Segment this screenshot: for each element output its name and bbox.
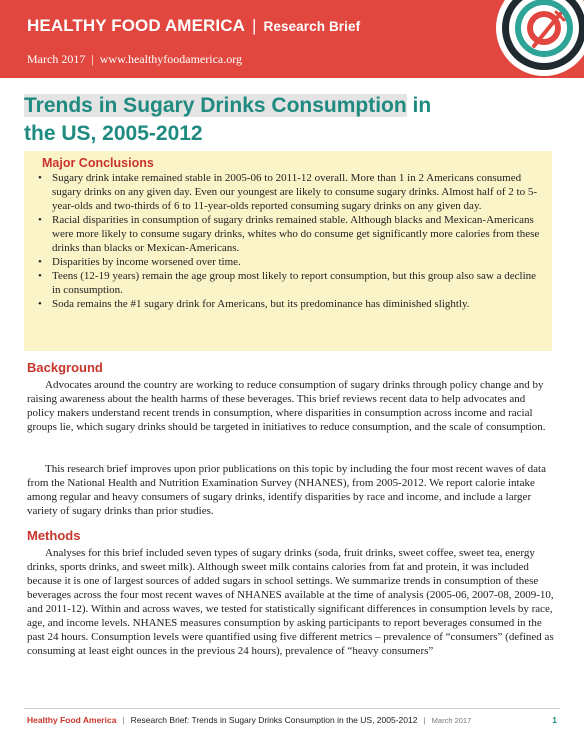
footer-divider-mark: | <box>122 715 125 725</box>
conclusion-item: • Disparities by income worsened over time. <box>34 255 540 269</box>
brand-divider: | <box>251 16 257 35</box>
conclusion-item: • Soda remains the #1 sugary drink for Americans, but its predominance has diminished slightly. <box>34 297 540 311</box>
target-fork-knife-icon <box>494 0 584 78</box>
brand-line <box>27 16 360 36</box>
footer-date: March 2017 <box>431 716 472 725</box>
footer-doc-title: Research Brief: Trends in Sugary Drinks Consumption in the US, 2005-2012 <box>130 715 418 725</box>
title-line-2: the US, 2005-2012 <box>24 122 203 145</box>
background-paragraph-1: Advocates around the country are working to reduce consumption of sugary drinks through policy change and by raising awareness about the health harms of these beverages. This brief reviews recent data to help advocates and policy makers understand recent trends in consumption, where disparities in consumption across income and racial groups lie, which sugary drinks should be targeted in initiatives to reduce consumption, and the scale of consumption. <box>27 379 546 433</box>
major-conclusions-box <box>24 151 552 351</box>
brand-name: HEALTHY FOOD AMERICA <box>27 16 245 35</box>
footer-divider-mark: | <box>423 715 426 725</box>
header-banner <box>0 0 584 78</box>
footer-brand: Healthy Food America <box>27 715 117 725</box>
title-highlight: Trends in Sugary Drinks Consumption <box>24 94 407 117</box>
conclusion-item: • Sugary drink intake remained stable in 2005-06 to 2011-12 overall. More than 1 in 2 Americans consumed sugary drinks on any given day. Even our youngest are likely to consume sugary drinks. Almost half of 2 to 5-year-olds and two-thirds of 6 to 11-year-olds reported consuming sugary drinks on any given day. <box>34 171 540 213</box>
page-title <box>24 92 544 148</box>
footer-divider <box>24 708 560 709</box>
methods-heading: Methods <box>27 528 81 543</box>
conclusions-heading: Major Conclusions <box>42 156 154 170</box>
brief-type: Research Brief <box>263 19 361 34</box>
background-heading: Background <box>27 360 103 375</box>
website-link[interactable]: www.healthyfoodamerica.org <box>99 52 243 66</box>
page-footer <box>27 715 557 725</box>
page-number: 1 <box>552 715 557 725</box>
background-paragraph-2: This research brief improves upon prior publications on this topic by including the four most recent waves of data from the National Health and Nutrition Examination Survey (NHANES), from 2005-2012. We report calorie intake among regular and heavy consumers of sugary drinks, identify disparities by race and income, and include a larger variety of sugary drinks than prior studies. <box>27 463 546 517</box>
publication-date: March 2017 <box>27 52 86 66</box>
date-website-line <box>27 52 242 67</box>
conclusion-item: • Racial disparities in consumption of sugary drinks remained stable. Although blacks and Mexican-Americans were more likely to consume sugary drinks, whites who do consume get significantly more calories from these drinks than blacks or Mexican-Americans. <box>34 213 540 255</box>
conclusions-list <box>34 171 540 311</box>
date-divider: | <box>91 52 94 66</box>
title-tail: in <box>406 94 432 117</box>
conclusion-item: • Teens (12-19 years) remain the age group most likely to report consumption, but this group also saw a decline in consumption. <box>34 269 540 297</box>
methods-paragraph-1: Analyses for this brief included seven types of sugary drinks (soda, fruit drinks, sweet coffee, sweet tea, energy drinks, sports drinks, and sweet milk). Although sweet milk contains calories from fat and protein, it was included because it is one of largest sources of added sugars in school settings. We summarize trends in consumption of these beverages across the four most recent waves of NHANES available at the time of analysis (2005-06, 2007-08, 2009-10, and 2011-12). Within and across waves, we tested for statistically significant differences in consumption levels by race, age, and income levels. NHANES measures consumption by asking participants to report beverages consumed in the past 24 hours. Consumption levels were quantified using five different metrics – prevalence of “consumers” (defined as consuming at least eight ounces in the previous 24 hours), prevalence of “heavy consumers” <box>27 547 554 657</box>
